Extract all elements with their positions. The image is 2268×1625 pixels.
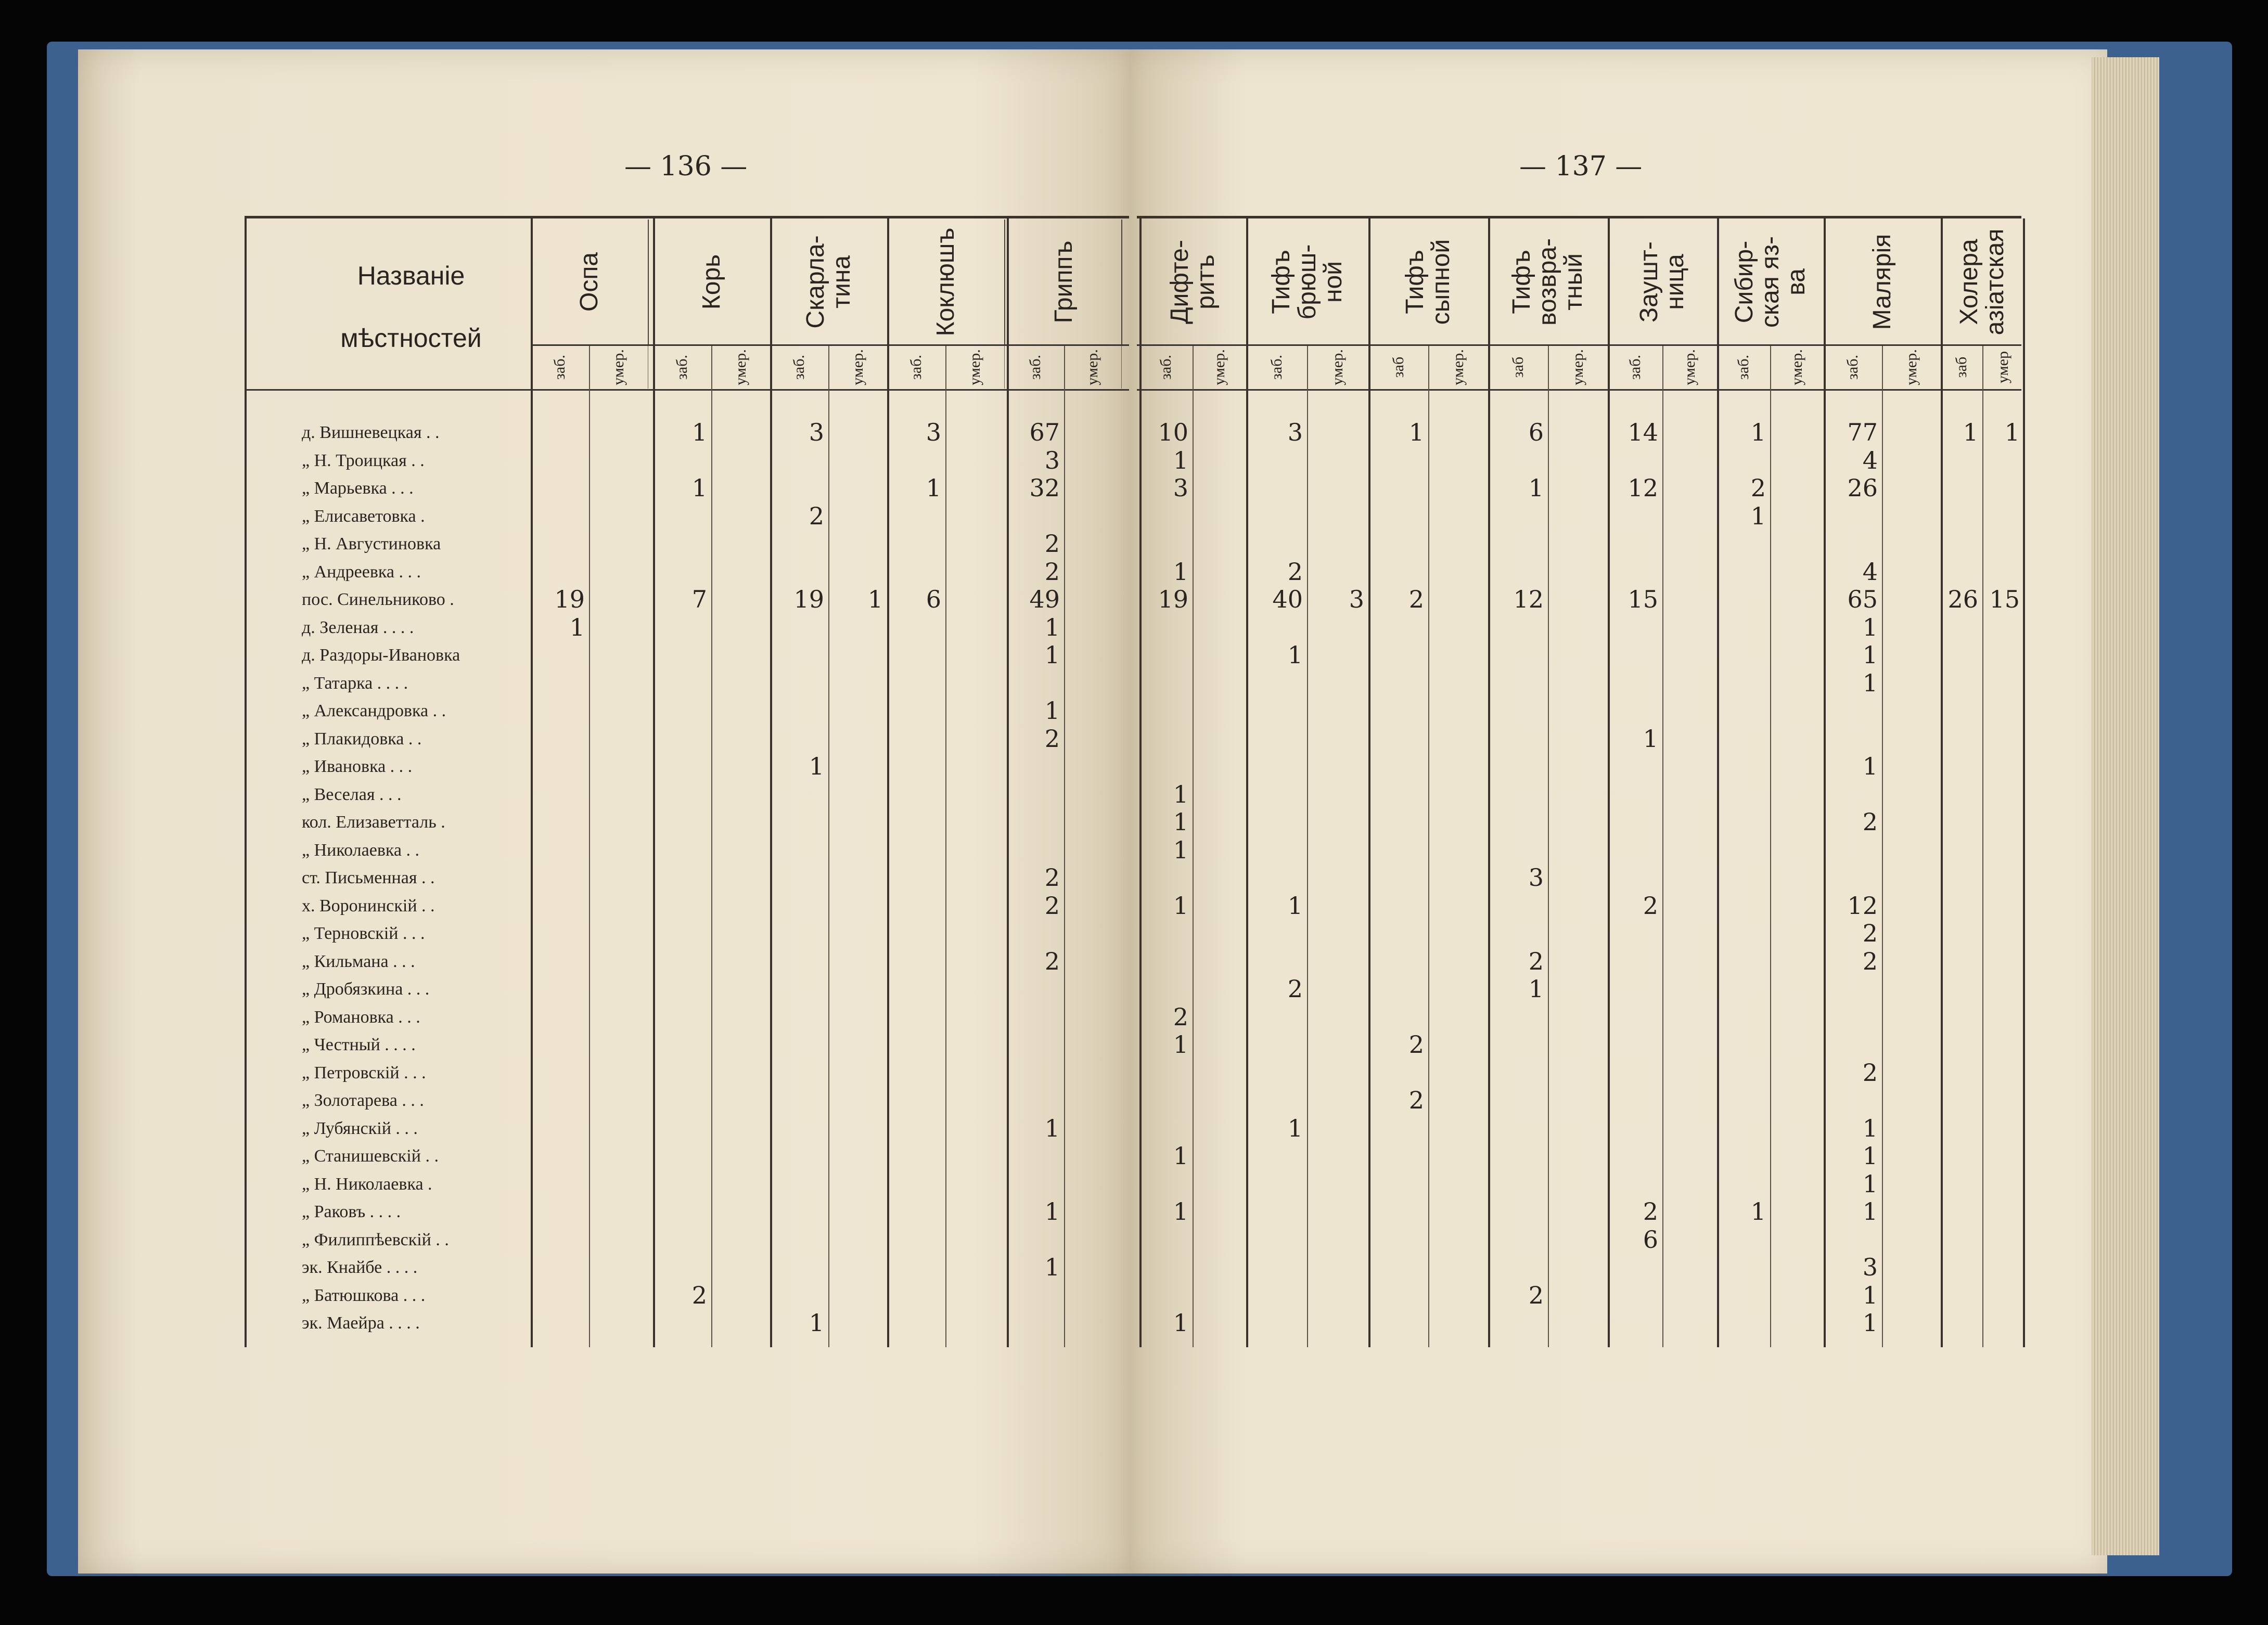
sub-column-rule <box>1662 346 1663 1347</box>
cases-value: 12 <box>1628 474 1658 502</box>
cases-value: 2 <box>1044 947 1060 975</box>
disease-name: Тифъ брюш- ной <box>1267 244 1347 320</box>
subheader-umer <box>1982 346 2024 389</box>
subheader-umer-text: умер. <box>1681 349 1698 385</box>
subheader-zab <box>1246 346 1308 389</box>
deaths-value: 15 <box>1989 585 2020 613</box>
column-header-disease <box>653 220 771 344</box>
place-name: „ Елисаветовка . <box>302 506 425 526</box>
deaths-value: 1 <box>867 585 883 613</box>
subheader-zab-text: заб. <box>1626 355 1644 380</box>
sub-column-rule <box>1982 346 1983 1347</box>
cases-value: 19 <box>1158 585 1188 613</box>
cases-value: 1 <box>926 474 941 502</box>
cases-value: 15 <box>1628 585 1658 613</box>
subheader-umer-text: умер <box>1994 351 2011 383</box>
subheader-umer-text: умер. <box>1449 349 1467 385</box>
cases-value: 1 <box>1173 1197 1188 1226</box>
cases-value: 1 <box>1173 808 1188 836</box>
column-header-disease <box>1368 220 1489 344</box>
cases-value: 1 <box>1044 697 1060 725</box>
place-name: х. Воронинскій . . <box>302 896 435 915</box>
cases-value: 1 <box>1173 891 1188 920</box>
cases-value: 4 <box>1862 557 1878 586</box>
cases-value: 1 <box>691 474 707 502</box>
cases-value: 2 <box>1862 808 1878 836</box>
column-rule <box>1007 218 1009 1347</box>
disease-name: Заушт- ница <box>1635 241 1689 323</box>
column-header-disease <box>1717 220 1825 344</box>
column-header-place: Названіе мѣстностей <box>340 261 482 353</box>
column-header-disease <box>1941 220 2025 344</box>
subheader-zab <box>1368 346 1429 389</box>
column-rule <box>531 218 533 1347</box>
cases-value: 2 <box>1408 1086 1424 1114</box>
cases-value: 2 <box>1287 975 1303 1003</box>
cases-value: 32 <box>1029 474 1060 502</box>
subheader-divider-right <box>1137 389 2021 391</box>
cases-value: 1 <box>1862 1309 1878 1337</box>
column-header-disease <box>1007 220 1122 344</box>
cases-value: 2 <box>1643 891 1658 920</box>
disease-name: Оспа <box>575 252 603 312</box>
place-name: „ Андреевка . . . <box>302 562 421 582</box>
subheader-umer-text: умер. <box>1902 349 1920 385</box>
place-name: д. Раздоры-Ивановка <box>302 646 460 665</box>
cases-value: 40 <box>1272 585 1303 613</box>
cases-value: 65 <box>1847 585 1878 613</box>
cases-value: 1 <box>1044 1114 1060 1142</box>
subheader-umer-text: умер. <box>1569 349 1586 385</box>
place-name: д. Вишневецкая . . <box>302 423 440 442</box>
cases-value: 1 <box>1287 641 1303 669</box>
subheader-umer-text: умер. <box>1329 349 1346 385</box>
subheader-umer-text: умер. <box>732 349 749 385</box>
subheader-zab <box>1488 346 1548 389</box>
cases-value: 10 <box>1158 418 1188 446</box>
sub-column-rule <box>1307 346 1308 1347</box>
cases-value: 12 <box>1513 585 1544 613</box>
cases-value: 6 <box>1528 418 1544 446</box>
column-rule <box>1246 218 1248 1347</box>
column-rule <box>887 218 889 1347</box>
place-name: пос. Синельниково . <box>302 590 454 609</box>
sub-column-rule <box>945 346 946 1347</box>
column-rule <box>1608 218 1610 1347</box>
disease-name: Холера азіатская <box>1955 228 2009 336</box>
cases-value: 1 <box>1862 613 1878 641</box>
subheader-umer <box>1193 346 1247 389</box>
subheader-zab <box>531 346 590 389</box>
cases-value: 19 <box>793 585 824 613</box>
place-name: „ Станишевскій . . <box>302 1146 439 1166</box>
cases-value: 3 <box>926 418 941 446</box>
cases-value: 2 <box>1044 530 1060 558</box>
cases-value: 2 <box>1408 585 1424 613</box>
cases-value: 2 <box>1044 863 1060 892</box>
cases-value: 1 <box>1528 975 1544 1003</box>
place-name: „ Н. Троицкая . . <box>302 450 425 470</box>
place-name: „ Николаевка . . <box>302 840 419 860</box>
subheader-umer <box>711 346 771 389</box>
cases-value: 2 <box>1287 557 1303 586</box>
subheader-umer <box>1307 346 1369 389</box>
place-name: „ Александровка . . <box>302 701 446 720</box>
sub-column-rule <box>711 346 712 1347</box>
subheader-zab <box>1717 346 1771 389</box>
cases-value: 3 <box>1528 863 1544 892</box>
place-name: „ Романовка . . . <box>302 1007 420 1027</box>
cases-value: 1 <box>1750 501 1766 530</box>
cases-value: 1 <box>1173 1309 1188 1337</box>
cases-value: 1 <box>691 418 707 446</box>
subheader-umer-text: умер. <box>609 349 627 385</box>
cases-value: 2 <box>1862 919 1878 947</box>
cases-value: 1 <box>1963 418 1978 446</box>
cases-value: 1 <box>1528 474 1544 502</box>
disease-name: Скарла- тина <box>801 235 855 329</box>
column-rule <box>653 218 655 1347</box>
sub-column-rule <box>1064 346 1065 1347</box>
column-rule <box>2023 218 2025 1347</box>
place-name: „ Филиппѣевскій . . <box>302 1230 449 1249</box>
subheader-zab <box>1139 346 1193 389</box>
subheader-zab <box>887 346 946 389</box>
page-number-left: — 136 — <box>624 151 748 182</box>
cases-value: 2 <box>691 1281 707 1309</box>
cases-value: 1 <box>1643 724 1658 753</box>
cases-value: 1 <box>1173 446 1188 474</box>
cases-value: 2 <box>1044 557 1060 586</box>
cases-value: 1 <box>809 1309 824 1337</box>
subheader-zab-text: заб <box>1509 356 1527 378</box>
subheader-divider-left <box>245 389 1129 391</box>
subheader-zab-text: заб. <box>673 355 690 380</box>
disease-name: Коклюшъ <box>931 227 959 337</box>
subheader-zab-text: заб. <box>1027 355 1044 380</box>
deaths-value: 1 <box>2004 418 2020 446</box>
column-header-disease <box>1139 220 1247 344</box>
column-header-disease <box>1608 220 1718 344</box>
place-name: „ Ивановка . . . <box>302 757 413 776</box>
page-edges <box>2092 57 2159 1555</box>
subheader-umer <box>1428 346 1489 389</box>
cases-value: 6 <box>1643 1225 1658 1254</box>
cases-value: 1 <box>1044 1253 1060 1281</box>
subheader-zab <box>1608 346 1663 389</box>
subheader-umer <box>1882 346 1941 389</box>
cases-value: 1 <box>1750 1197 1766 1226</box>
cases-value: 19 <box>554 585 585 613</box>
sub-column-rule <box>828 346 829 1347</box>
cases-value: 1 <box>1862 1197 1878 1226</box>
subheader-zab-text: заб. <box>1157 355 1174 380</box>
cases-value: 3 <box>1173 474 1188 502</box>
cases-value: 2 <box>1044 724 1060 753</box>
subheader-zab-text: заб. <box>1844 355 1861 380</box>
subheader-umer-text: умер. <box>1210 349 1228 385</box>
disease-name: Малярія <box>1868 234 1896 330</box>
cases-value: 26 <box>1947 585 1978 613</box>
cases-value: 2 <box>1528 947 1544 975</box>
place-name: „ Раковъ . . . . <box>302 1202 401 1221</box>
cases-value: 1 <box>809 752 824 780</box>
column-header-disease <box>1488 220 1609 344</box>
subheader-zab-text: заб. <box>1267 355 1285 380</box>
subheader-umer <box>828 346 888 389</box>
place-name: „ Дробязкина . . . <box>302 979 430 999</box>
place-name: „ Золотарева . . . <box>302 1091 424 1110</box>
cases-value: 26 <box>1847 474 1878 502</box>
disease-name: Сибир- ская яз- ва <box>1730 236 1810 328</box>
column-header-disease <box>531 220 649 344</box>
cases-value: 1 <box>569 613 585 641</box>
subheader-umer <box>589 346 648 389</box>
cases-value: 49 <box>1029 585 1060 613</box>
cases-value: 1 <box>1862 1281 1878 1309</box>
disease-name: Корь <box>697 254 725 310</box>
cases-value: 3 <box>1287 418 1303 446</box>
subheader-umer <box>1662 346 1718 389</box>
sub-column-rule <box>589 346 590 1347</box>
place-name: „ Марьевка . . . <box>302 479 414 498</box>
disease-name: Дифте- ритъ <box>1165 240 1220 324</box>
cases-value: 1 <box>1044 613 1060 641</box>
place-name: „ Н. Августиновка <box>302 534 441 553</box>
cases-value: 12 <box>1847 891 1878 920</box>
place-name: „ Петровскій . . . <box>302 1063 426 1082</box>
cases-value: 1 <box>1862 752 1878 780</box>
sub-column-rule <box>1428 346 1429 1347</box>
cases-value: 2 <box>1750 474 1766 502</box>
disease-name: Тифъ сыпной <box>1401 239 1455 325</box>
cases-value: 2 <box>1643 1197 1658 1226</box>
cases-value: 2 <box>1173 1002 1188 1031</box>
column-rule <box>1717 218 1719 1347</box>
column-header-disease <box>887 220 1005 344</box>
place-name: „ Лубянскій . . . <box>302 1118 418 1138</box>
subheader-zab-text: заб. <box>551 355 568 380</box>
cases-value: 77 <box>1847 418 1878 446</box>
column-rule <box>1941 218 1943 1347</box>
cases-value: 1 <box>1408 418 1424 446</box>
cases-value: 7 <box>691 585 707 613</box>
cases-value: 67 <box>1029 418 1060 446</box>
cases-value: 1 <box>1862 1114 1878 1142</box>
place-name: эк. Маейра . . . . <box>302 1313 420 1333</box>
subheader-umer <box>1548 346 1608 389</box>
subheader-umer <box>1770 346 1824 389</box>
column-rule <box>1488 218 1490 1347</box>
cases-value: 1 <box>1173 835 1188 864</box>
cases-value: 2 <box>1408 1030 1424 1059</box>
place-name: д. Зеленая . . . . <box>302 617 414 637</box>
cases-value: 1 <box>1173 1142 1188 1170</box>
table-top-border-left <box>245 216 1129 218</box>
cases-value: 6 <box>926 585 941 613</box>
cases-value: 2 <box>1862 1058 1878 1087</box>
cases-value: 2 <box>1862 947 1878 975</box>
sub-column-rule <box>1882 346 1883 1347</box>
subheader-zab <box>1824 346 1882 389</box>
cases-value: 1 <box>1862 641 1878 669</box>
place-name: „ Терновскій . . . <box>302 924 425 943</box>
place-name: „ Честный . . . . <box>302 1035 416 1054</box>
place-name: „ Плакидовка . . <box>302 729 422 749</box>
cases-value: 3 <box>809 418 824 446</box>
column-header-disease <box>1246 220 1369 344</box>
disease-name: Гриппъ <box>1050 240 1078 324</box>
cases-value: 2 <box>1044 891 1060 920</box>
place-name: „ Н. Николаевка . <box>302 1174 432 1194</box>
cases-value: 1 <box>1173 557 1188 586</box>
sub-column-rule <box>1770 346 1771 1347</box>
cases-value: 1 <box>1750 418 1766 446</box>
column-header-disease <box>1824 220 1942 344</box>
column-rule <box>1368 218 1370 1347</box>
place-name: „ Кильмана . . . <box>302 951 415 971</box>
cases-value: 1 <box>1173 1030 1188 1059</box>
cases-value: 4 <box>1862 446 1878 474</box>
cases-value: 1 <box>1287 1114 1303 1142</box>
place-name: „ Веселая . . . <box>302 784 402 804</box>
cases-value: 1 <box>1044 1197 1060 1226</box>
column-rule <box>770 218 772 1347</box>
sub-column-rule <box>1193 346 1194 1347</box>
column-header-disease <box>770 220 888 344</box>
cases-value: 1 <box>1287 891 1303 920</box>
subheader-zab <box>1941 346 1983 389</box>
table-top-border-right <box>1137 216 2021 218</box>
subheader-zab <box>653 346 712 389</box>
place-name: „ Татарка . . . . <box>302 673 408 693</box>
subheader-zab <box>770 346 829 389</box>
subheader-umer <box>1064 346 1122 389</box>
cases-value: 1 <box>1862 668 1878 697</box>
column-rule <box>245 218 247 1347</box>
cases-value: 14 <box>1628 418 1658 446</box>
subheader-umer <box>945 346 1005 389</box>
subheader-zab-text: заб. <box>790 355 808 380</box>
disease-name: Тифъ возвра- тный <box>1508 238 1587 326</box>
deaths-value: 3 <box>1349 585 1364 613</box>
cases-value: 1 <box>1862 1169 1878 1198</box>
cases-value: 3 <box>1044 446 1060 474</box>
subheader-zab-text: заб. <box>1735 355 1752 380</box>
sub-column-rule <box>1548 346 1549 1347</box>
place-name: кол. Елизаветталь . <box>302 812 445 832</box>
cases-value: 2 <box>809 501 824 530</box>
subheader-zab-text: заб <box>1389 356 1407 378</box>
subheader-zab <box>1007 346 1065 389</box>
subheader-zab-text: заб <box>1953 356 1970 378</box>
cases-value: 1 <box>1173 780 1188 808</box>
cases-value: 3 <box>1862 1253 1878 1281</box>
subheader-umer-text: умер. <box>1788 349 1805 385</box>
subheader-umer-text: умер. <box>1084 349 1101 385</box>
subheader-umer-text: умер. <box>966 349 983 385</box>
subheader-umer-text: умер. <box>849 349 866 385</box>
cases-value: 2 <box>1528 1281 1544 1309</box>
place-name: „ Батюшкова . . . <box>302 1285 426 1305</box>
place-name: ст. Письменная . . <box>302 868 435 887</box>
page-number-right: — 137 — <box>1519 151 1643 182</box>
cases-value: 1 <box>1862 1142 1878 1170</box>
place-name: эк. Кнайбе . . . . <box>302 1258 418 1277</box>
subheader-zab-text: заб. <box>907 355 925 380</box>
cases-value: 1 <box>1044 641 1060 669</box>
